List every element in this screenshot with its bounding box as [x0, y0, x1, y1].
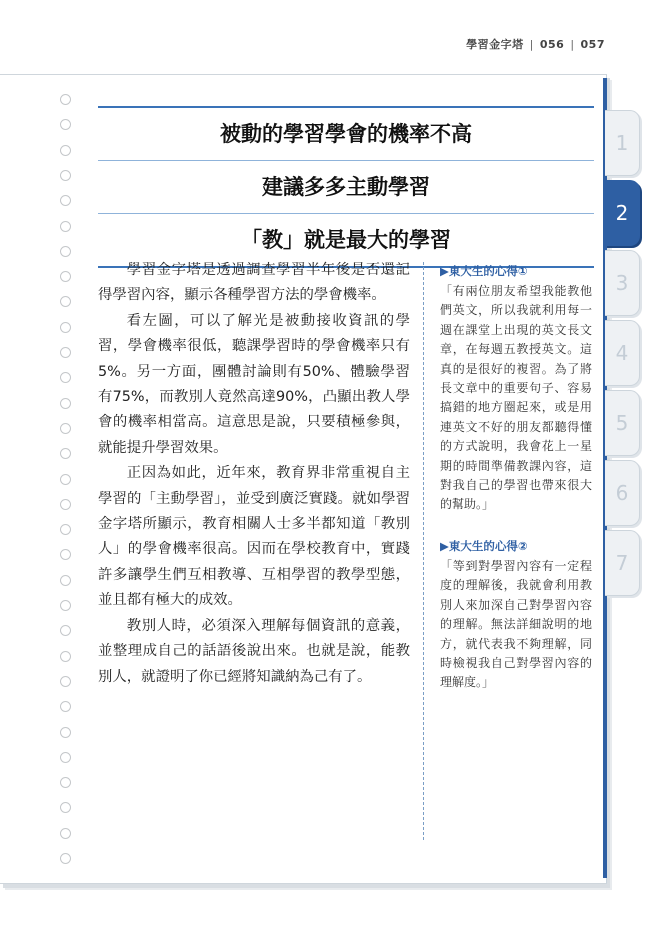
binder-hole: [60, 524, 71, 535]
binder-hole: [60, 246, 71, 257]
note-heading: ▶東大生的心得②: [440, 538, 528, 553]
binder-hole: [60, 651, 71, 662]
note-text: 「有兩位朋友希望我能教他們英文，所以我就利用每一週在課堂上出現的英文長文章，在每週五教授英文。這真的是很好的複習。為了將長文章中的重要句子、容易搞錯的地方圈起來，或是用連英文不好的朋友都聽得懂的方式說明，我會花上一星期的時間準備教課內容，這對我自己的學習也帶來很大的幫助。」: [440, 284, 592, 512]
chapter-tab-3[interactable]: 3: [605, 250, 640, 316]
sidebar-note-2: [440, 537, 592, 693]
binder-hole: [60, 499, 71, 510]
binder-hole: [60, 195, 71, 206]
binder-hole: [60, 372, 71, 383]
binder-hole: [60, 676, 71, 687]
binder-hole: [60, 423, 71, 434]
book-title: 學習金字塔: [466, 38, 524, 51]
running-head: [466, 36, 605, 52]
binder-hole: [60, 221, 71, 232]
binder-hole: [60, 347, 71, 358]
binder-hole: [60, 701, 71, 712]
chapter-tab-5[interactable]: 5: [605, 390, 640, 456]
binder-hole: [60, 600, 71, 611]
binder-hole: [60, 802, 71, 813]
sidebar-notes: [440, 262, 592, 715]
body-paragraph: 正因為如此，近年來，教育界非常重視自主學習的「主動學習」，並受到廣泛實踐。就如學習金字塔所顯示，教育相關人士多半都知道「教別人」的學會機率很高。因而在學校教育中，實踐許多讓學生們互相教導、互相學習的教學型態，並且都有極大的成效。: [98, 465, 410, 609]
heading-line-1: 被動的學習學會的機率不高: [98, 108, 594, 161]
sidebar-note-1: [440, 262, 592, 515]
binder-hole: [60, 119, 71, 130]
body-paragraph: 看左圖，可以了解光是被動接收資訊的學習，學會機率很低，聽課學習時的學會機率只有5%。另一方面，團體討論則有50%、體驗學習有75%，而教別人竟然高達90%，凸顯出教人學會的機率相當高。這意思是說，只要積極參與，就能提升學習效果。: [98, 312, 410, 456]
binder-hole: [60, 398, 71, 409]
chapter-tabs: [605, 108, 663, 628]
binder-hole: [60, 549, 71, 560]
binder-hole: [60, 322, 71, 333]
column-divider: [423, 262, 424, 840]
note-heading: ▶東大生的心得①: [440, 264, 528, 278]
heading-line-2: 建議多多主動學習: [98, 161, 594, 214]
binder-hole: [60, 853, 71, 864]
binder-hole: [60, 575, 71, 586]
chapter-tab-7[interactable]: 7: [605, 530, 640, 596]
binder-holes: [60, 94, 72, 874]
body-text: [98, 258, 410, 690]
chapter-tab-4[interactable]: 4: [605, 320, 640, 386]
page-number-right: 057: [580, 38, 605, 51]
binder-hole: [60, 727, 71, 738]
chapter-tab-6[interactable]: 6: [605, 460, 640, 526]
body-paragraph: 學習金字塔是透過調查學習半年後是否還記得學習內容，顯示各種學習方法的學會機率。: [98, 262, 410, 304]
page-number-left: 056: [539, 38, 565, 51]
binder-hole: [60, 777, 71, 788]
separator: |: [570, 38, 575, 51]
chapter-tab-1[interactable]: 1: [605, 110, 640, 176]
binder-hole: [60, 296, 71, 307]
separator: |: [529, 38, 534, 51]
binder-hole: [60, 170, 71, 181]
binder-hole: [60, 448, 71, 459]
binder-hole: [60, 94, 71, 105]
binder-hole: [60, 145, 71, 156]
heading-line-3: 「教」就是最大的學習: [98, 214, 594, 268]
body-paragraph: 教別人時，必須深入理解每個資訊的意義，並整理成自己的話語後說出來。也就是說，能教別人，就證明了你已經將知識納為己有了。: [98, 617, 410, 685]
binder-hole: [60, 625, 71, 636]
chapter-tab-2[interactable]: 2: [605, 180, 640, 246]
note-text: 「等到對學習內容有一定程度的理解後，我就會利用教別人來加深自己對學習內容的理解。無法詳細說明的地方，就代表我不夠理解，同時檢視我自己對學習內容的理解度。」: [440, 558, 592, 690]
binder-hole: [60, 474, 71, 485]
binder-hole: [60, 752, 71, 763]
binder-hole: [60, 271, 71, 282]
title-block: [98, 106, 594, 268]
binder-hole: [60, 828, 71, 839]
